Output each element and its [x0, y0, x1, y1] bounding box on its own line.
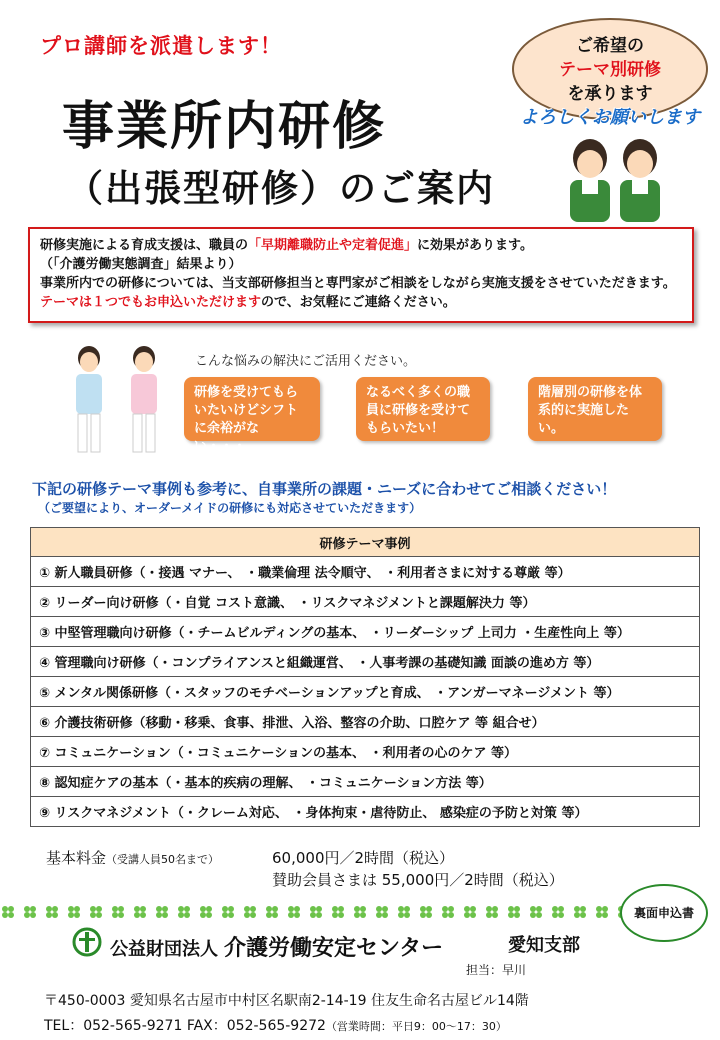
caregiver-icon [76, 346, 102, 452]
staff-person-icon [570, 139, 610, 222]
table-row [31, 767, 700, 797]
table-row [31, 737, 700, 767]
table-row [31, 557, 700, 587]
staff-illustration [560, 136, 670, 222]
page-title: 事業所内研修 [62, 97, 387, 157]
clover-icon [2, 906, 14, 918]
bubble-line3: を承ります [567, 84, 653, 104]
worry-caption: こんな悩みの解決にご活用ください。 [195, 354, 417, 369]
clover-icon [222, 906, 234, 918]
table-row [31, 617, 700, 647]
bubble-footer: よろしくお願いします [520, 107, 700, 128]
org-logo-icon [72, 927, 102, 957]
theme-cell: ⑥ 介護技術研修（移動・移乗、食事、排泄、入浴、整容の介助、口腔ケア 等 組合せ） [31, 707, 700, 737]
clover-icon [420, 906, 432, 918]
contact-person: 担当：早川 [466, 963, 527, 977]
custom-order-note: （ご要望により、オーダーメイドの研修にも対応させていただきます） [38, 501, 422, 515]
clover-icon [200, 906, 212, 918]
clover-icon [464, 906, 476, 918]
clover-icon [332, 906, 344, 918]
table-row [31, 797, 700, 827]
clover-icon [46, 906, 58, 918]
clover-icon [442, 906, 454, 918]
back-form-badge: 裏面申込書 [620, 884, 708, 942]
clover-icon [134, 906, 146, 918]
staff-person-icon [620, 139, 660, 222]
clover-icon [244, 906, 256, 918]
theme-cell: ⑨ リスクマネジメント（・クレーム対応、 ・身体拘束・虐待防止、 感染症の予防と対策 等） [31, 797, 700, 827]
fee-label: 基本料金（受講人員50名まで） [46, 849, 220, 867]
fee-standard: 60,000円／2時間（税込） [272, 849, 455, 867]
table-row [31, 647, 700, 677]
clover-icon [596, 906, 608, 918]
org-branch: 愛知支部 [508, 935, 580, 956]
theme-cell: ④ 管理職向け研修（・コンプライアンスと組織運営、 ・人事考課の基礎知識 面談の進め方 等） [31, 647, 700, 677]
table-row [31, 707, 700, 737]
theme-cell: ② リーダー向け研修（・自覚 コスト意識、 ・リスクマネジメントと課題解決力 等） [31, 587, 700, 617]
clover-icon [24, 906, 36, 918]
clover-icon [288, 906, 300, 918]
intro-line3: 事業所内での研修については、当支部研修担当と専門家がご相談をしながら実施支援をさせていただきます。 [40, 276, 676, 291]
fee-member: 賛助会員さまは 55,000円／2時間（税込） [272, 871, 564, 889]
clover-icon [486, 906, 498, 918]
theme-cell: ⑧ 認知症ケアの基本（・基本的疾病の理解、 ・コミュニケーション方法 等） [31, 767, 700, 797]
clover-icon [156, 906, 168, 918]
intro-box [28, 227, 694, 323]
caregiver-icon [131, 346, 157, 452]
worry-card: 研修を受けてもらいたいけどシフトに余裕がない・・・ [184, 377, 320, 441]
clover-icon [266, 906, 278, 918]
intro-line2: （「介護労働実態調査」結果より） [40, 257, 242, 272]
clover-border [0, 905, 720, 919]
bubble-line1: ご希望の [576, 36, 644, 56]
clover-icon [178, 906, 190, 918]
clover-icon [574, 906, 586, 918]
clover-icon [90, 906, 102, 918]
table-row [31, 587, 700, 617]
table-row [31, 677, 700, 707]
contact-line: TEL：052-565-9271 FAX：052-565-9272（営業時間：平日9：00～17：30） [44, 1018, 507, 1034]
clover-icon [112, 906, 124, 918]
intro-line1: 研修実施による育成支援は、職員の「早期離職防止や定着促進」に効果があります。 [40, 238, 533, 253]
clover-icon [68, 906, 80, 918]
org-name: 公益財団法人 介護労働安定センター [110, 936, 444, 961]
theme-cell: ⑤ メンタル関係研修（・スタッフのモチベーションアップと育成、 ・アンガーマネージメント 等） [31, 677, 700, 707]
theme-cell: ⑦ コミュニケーション（・コミュニケーションの基本、 ・利用者の心のケア 等） [31, 737, 700, 767]
clover-icon [310, 906, 322, 918]
intro-line4: テーマは１つでもお申込いただけますので、お気軽にご連絡ください。 [40, 295, 456, 310]
table-header-row [31, 528, 700, 557]
bubble-line2: テーマ別研修 [559, 60, 661, 80]
clover-icon [354, 906, 366, 918]
clover-icon [376, 906, 388, 918]
theme-cell: ① 新人職員研修（・接遇 マナー、 ・職業倫理 法令順守、 ・利用者さまに対する尊厳 等） [31, 557, 700, 587]
clover-icon [530, 906, 542, 918]
clover-icon [552, 906, 564, 918]
table-header: 研修テーマ事例 [31, 528, 700, 557]
address: 〒450-0003 愛知県名古屋市中村区名駅南2-14-19 住友生命名古屋ビル14階 [44, 993, 529, 1009]
worry-card: 階層別の研修を体系的に実施したい。 [528, 377, 662, 441]
caregiver-illustration [64, 344, 174, 456]
tagline: プロ講師を派遣します！ [40, 34, 282, 58]
page-subtitle: （出張型研修）のご案内 [66, 167, 495, 210]
theme-cell: ③ 中堅管理職向け研修（・チームビルディングの基本、 ・リーダーシップ 上司力 ・生産性向上 等） [31, 617, 700, 647]
clover-icon [508, 906, 520, 918]
clover-icon [398, 906, 410, 918]
theme-table [30, 527, 700, 827]
consult-note: 下記の研修テーマ事例も参考に、自事業所の課題・ニーズに合わせてご相談ください！ [32, 480, 617, 498]
worry-card: なるべく多くの職員に研修を受けてもらいたい！ [356, 377, 490, 441]
